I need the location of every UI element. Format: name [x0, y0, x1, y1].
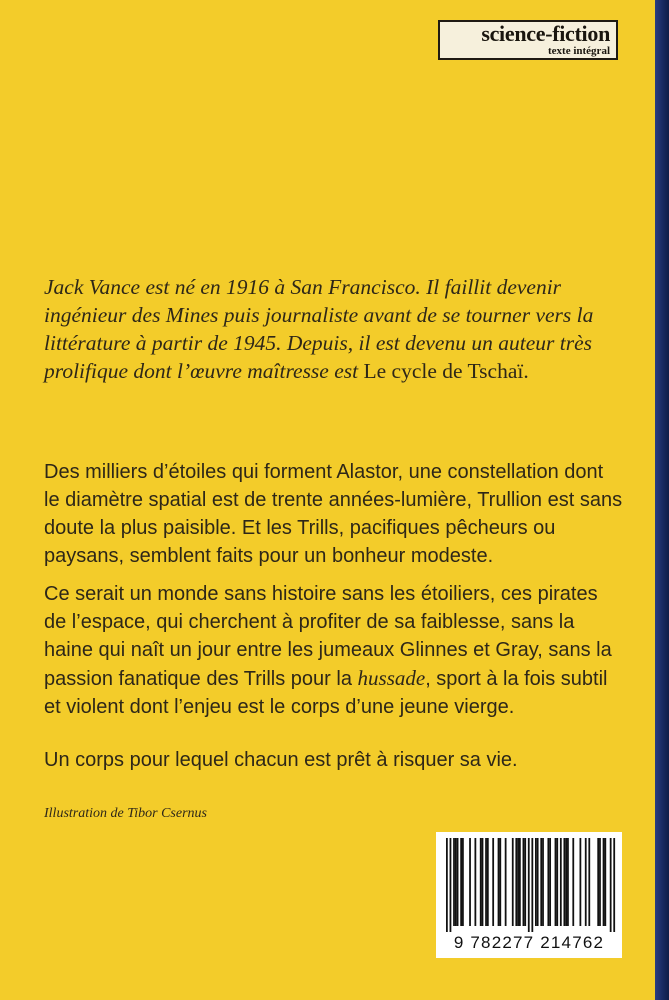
barcode-bar	[457, 838, 459, 926]
blurb-hussade-term: hussade	[357, 666, 426, 690]
barcode-bar	[462, 838, 464, 926]
author-bio	[44, 273, 624, 385]
barcode-bar	[537, 838, 539, 926]
author-bio-end: .	[523, 359, 529, 383]
barcode-bar	[450, 838, 452, 932]
barcode-bar	[585, 838, 587, 926]
collection-title: science-fiction	[481, 21, 610, 46]
barcode-bar	[542, 838, 544, 926]
barcode-bar	[572, 838, 574, 926]
barcode-bar	[487, 838, 489, 926]
barcode	[436, 832, 622, 958]
barcode-bar	[555, 838, 557, 926]
barcode-bar	[469, 838, 471, 926]
barcode-bar	[603, 838, 605, 926]
barcode-bar	[610, 838, 612, 932]
barcode-bar	[455, 838, 457, 926]
spine-edge	[655, 0, 669, 1000]
barcode-bar	[588, 838, 590, 926]
blurb-paragraph-2	[44, 580, 624, 721]
barcode-bar	[498, 838, 500, 926]
barcode-bar	[599, 838, 601, 926]
barcode-bar	[515, 838, 517, 926]
barcode-bar	[565, 838, 567, 926]
barcode-bar	[524, 838, 526, 926]
barcode-bar	[528, 838, 530, 932]
barcode-bar	[453, 838, 455, 926]
barcode-bar	[560, 838, 562, 926]
barcode-bar	[540, 838, 542, 926]
barcode-bar	[517, 838, 519, 926]
barcode-bar	[499, 838, 501, 926]
barcode-bar	[567, 838, 569, 926]
barcode-bar	[531, 838, 533, 932]
blurb-paragraph-3: Un corps pour lequel chacun est prêt à risquer sa vie.	[44, 749, 518, 771]
barcode-bar	[446, 838, 448, 932]
barcode-bar	[492, 838, 494, 926]
barcode-bar	[519, 838, 521, 926]
barcode-bar	[613, 838, 615, 932]
barcode-bar	[460, 838, 462, 926]
barcode-bar	[474, 838, 476, 926]
barcode-bar	[547, 838, 549, 926]
author-bio-text: Jack Vance est né en 1916 à San Francisco. Il faillit devenir ingénieur des Mines puis journaliste avant de se tourner vers la littérature à partir de 1945. Depuis, il est devenu un auteur très prolifique dont l’œuvre maîtresse est	[44, 275, 594, 383]
barcode-bar	[480, 838, 482, 926]
barcode-bar	[535, 838, 537, 926]
barcode-bar	[549, 838, 551, 926]
barcode-bar	[523, 838, 525, 926]
barcode-bars	[436, 832, 622, 932]
barcode-bar	[597, 838, 599, 926]
illustration-credit: Illustration de Tibor Csernus	[44, 806, 207, 821]
author-major-work: Le cycle de Tschaï	[363, 359, 524, 383]
barcode-bar	[604, 838, 606, 926]
barcode-bar	[563, 838, 565, 926]
barcode-bar	[485, 838, 487, 926]
barcode-bar	[556, 838, 558, 926]
barcode-bar	[580, 838, 582, 926]
barcode-bar	[482, 838, 484, 926]
collection-badge	[438, 20, 618, 60]
blurb-paragraph-2-start: Ce serait un monde sans histoire sans les étoiliers, ces pirates de l’espace, qui cherchent à profiter de sa faiblesse, sans la haine qui naît un jour entre les jumeaux Glinnes et Gray, sans la passion fanatique des Trills pour la	[44, 583, 612, 690]
blurb-paragraph-1: Des milliers d’étoiles qui forment Alastor, une constellation dont le diamètre spatial est de trente années-lumière, Trullion est sans doute la plus paisible. Et les Trills, pacifiques pêcheurs ou paysans, semblent faits pour un bonheur modeste.	[44, 461, 623, 567]
barcode-bar	[505, 838, 507, 926]
blurb-paragraph-2-end: , sport à la fois subtil et violent dont l’enjeu est le corps d’une jeune vierge.	[44, 668, 608, 718]
barcode-bar	[512, 838, 514, 926]
barcode-digits: 9 782277 214762	[453, 933, 605, 952]
collection-subtitle: texte intégral	[548, 45, 610, 57]
